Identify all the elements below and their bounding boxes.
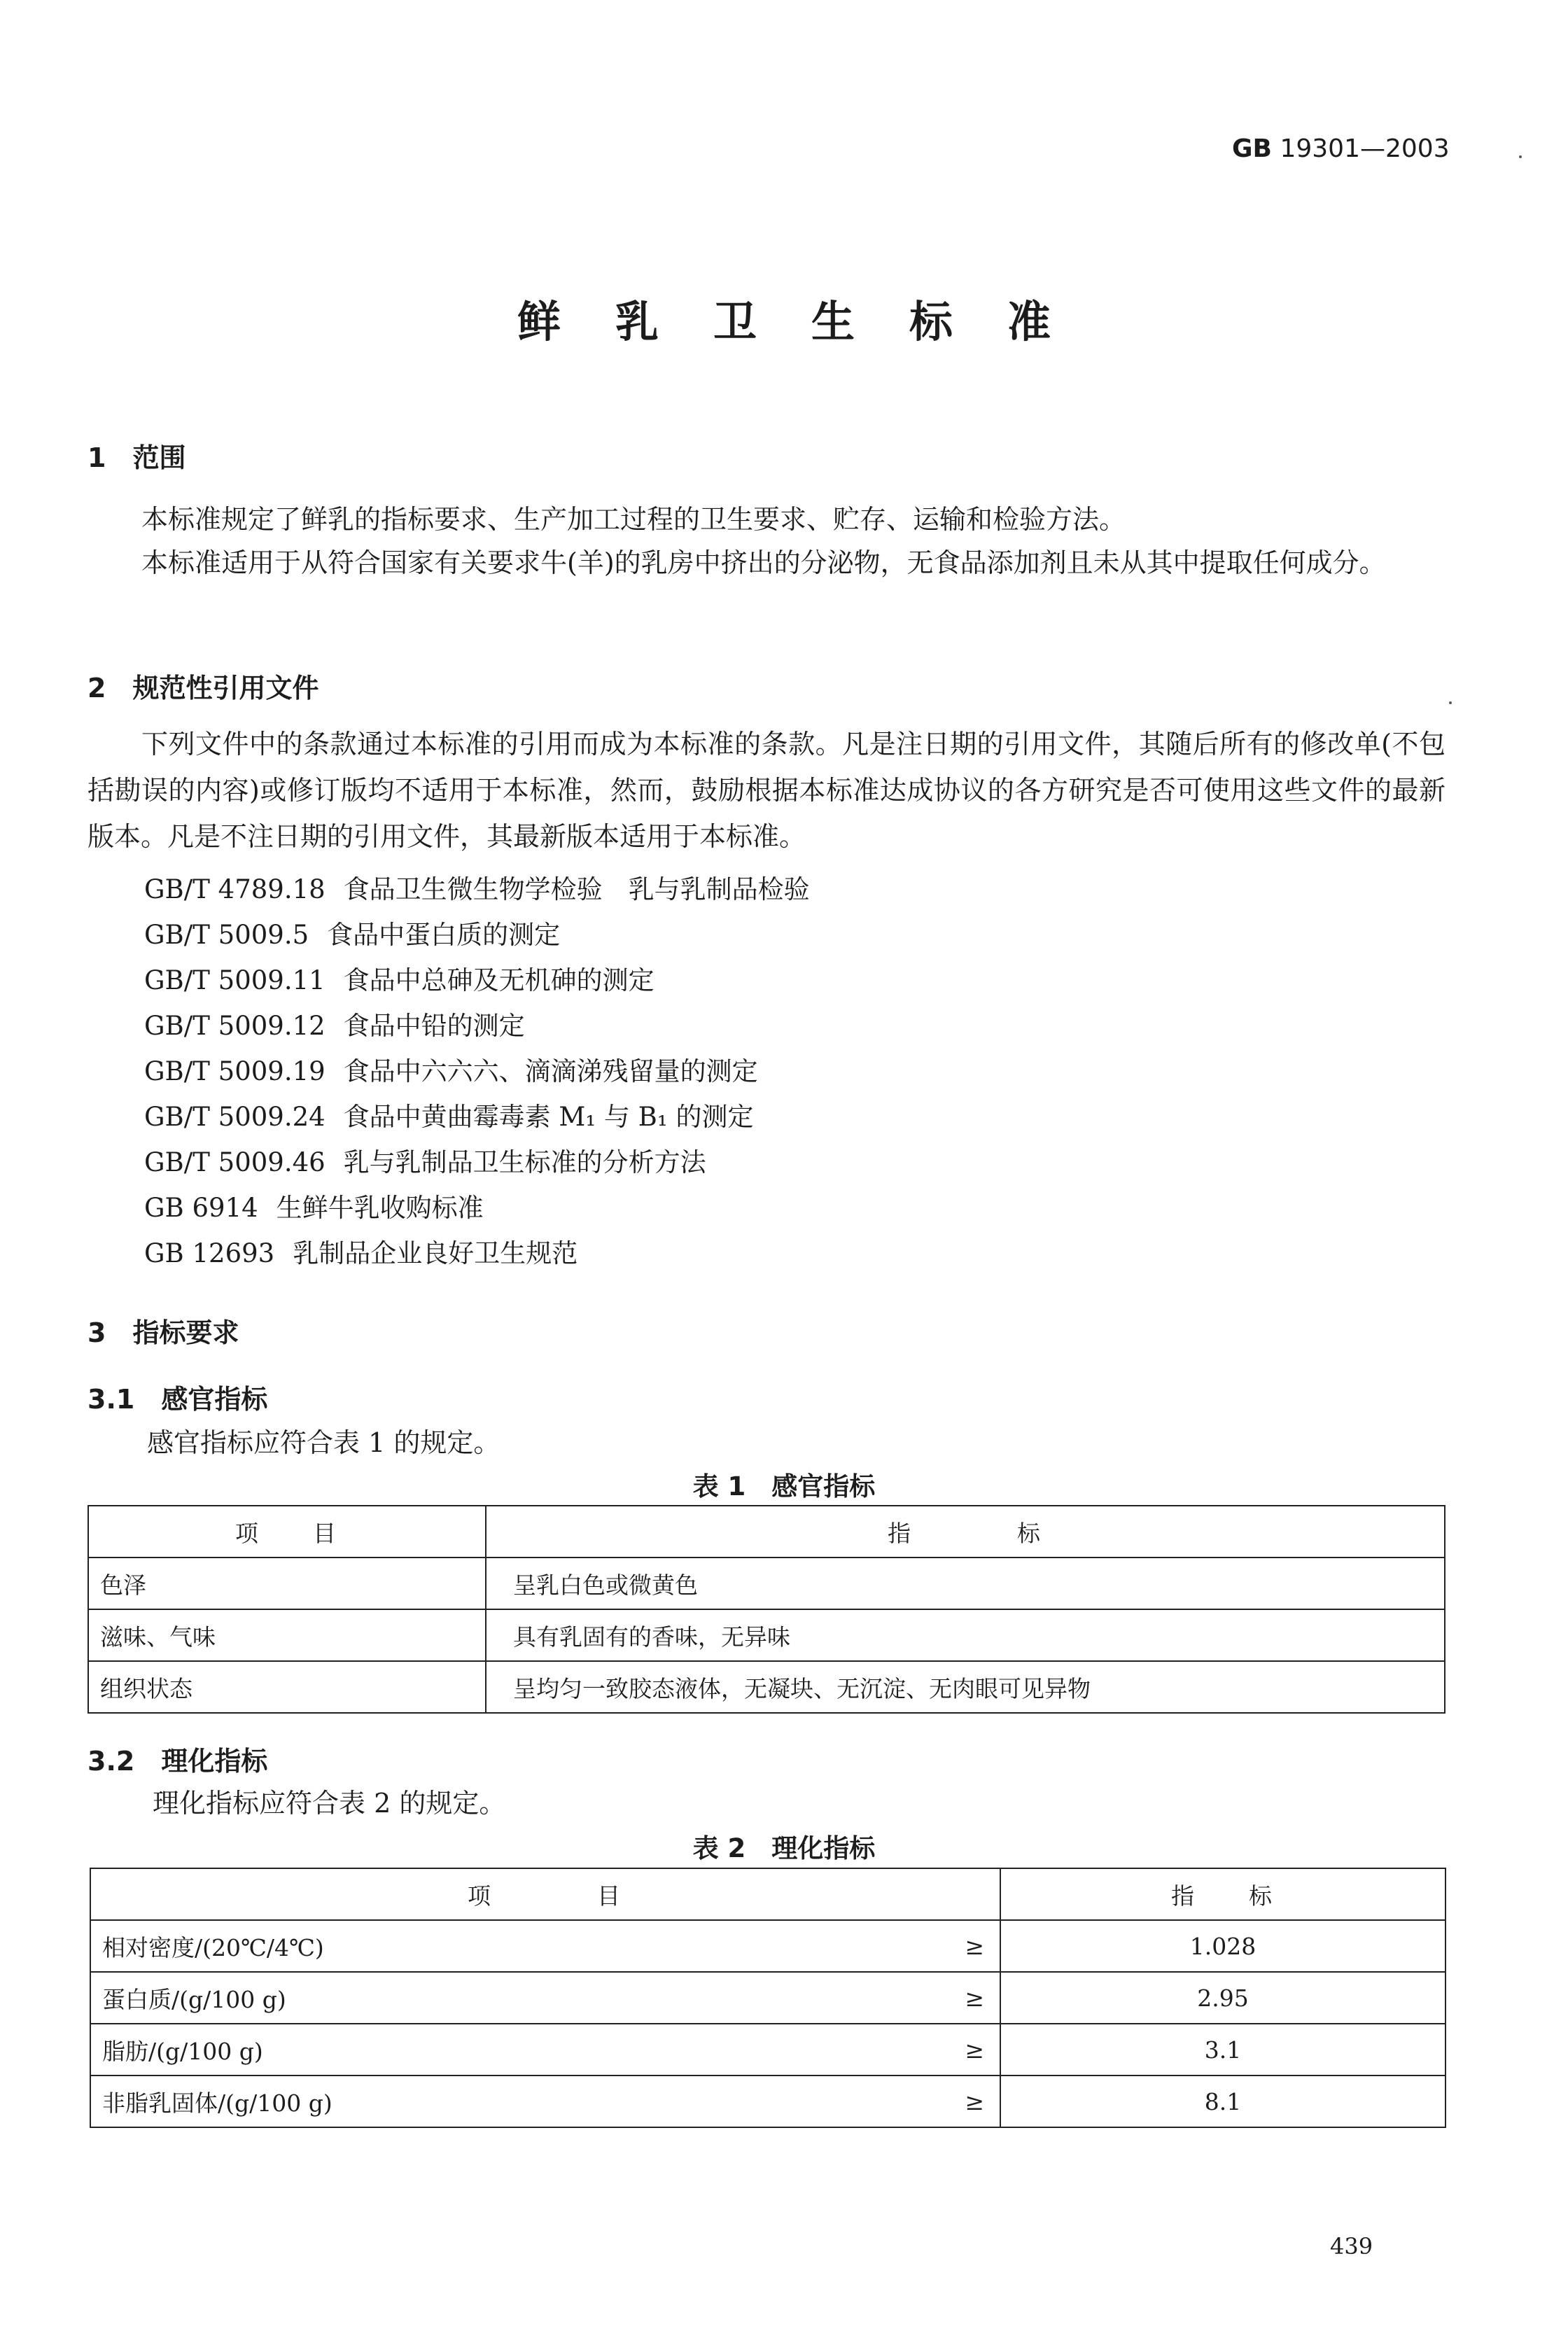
table-row bbox=[88, 1609, 1445, 1661]
section-3-1-text: 感官指标应符合表 1 的规定。 bbox=[147, 1427, 500, 1458]
table-1-value-cell: 呈乳白色或微黄色 bbox=[486, 1558, 1445, 1609]
table-header-row bbox=[88, 1506, 1445, 1558]
table-1-item-cell: 组织状态 bbox=[88, 1661, 486, 1713]
section-3-1-heading: 3.1 感官指标 bbox=[88, 1384, 268, 1415]
table-2-caption: 表 2 理化指标 bbox=[692, 1833, 876, 1863]
table-1-col-index: 指 标 bbox=[486, 1506, 1445, 1558]
table-2-item-cell: 蛋白质/(g/100 g) bbox=[90, 1972, 790, 2024]
section-3-heading: 3 指标要求 bbox=[88, 1317, 239, 1348]
reference-item bbox=[144, 1141, 706, 1179]
reference-item bbox=[144, 1050, 758, 1088]
reference-title: 食品中蛋白质的测定 bbox=[327, 920, 561, 950]
reference-title: 生鲜牛乳收购标准 bbox=[276, 1193, 484, 1223]
table-2-item-cell: 非脂乳固体/(g/100 g) bbox=[90, 2076, 790, 2127]
reference-title: 食品中六六六、滴滴涕残留量的测定 bbox=[343, 1056, 758, 1086]
reference-item bbox=[144, 868, 810, 906]
reference-title: 食品中总砷及无机砷的测定 bbox=[343, 965, 654, 995]
reference-code: GB/T 5009.5 bbox=[144, 920, 309, 950]
reference-code: GB/T 4789.18 bbox=[144, 874, 326, 904]
reference-code: GB/T 5009.46 bbox=[144, 1147, 326, 1177]
table-row bbox=[90, 2076, 1446, 2127]
table-1-caption: 表 1 感官指标 bbox=[692, 1471, 876, 1502]
reference-title: 食品中铅的测定 bbox=[343, 1011, 525, 1041]
table-row bbox=[90, 1920, 1446, 1972]
page-number: 439 bbox=[1330, 2233, 1373, 2260]
reference-title: 食品中黄曲霉毒素 M₁ 与 B₁ 的测定 bbox=[343, 1102, 754, 1132]
reference-item bbox=[144, 1004, 525, 1042]
section-3-2-heading: 3.2 理化指标 bbox=[88, 1746, 268, 1777]
scan-speck bbox=[1519, 155, 1522, 158]
standard-number: 19301—2003 bbox=[1280, 134, 1450, 163]
table-2-col-index: 指 标 bbox=[1000, 1868, 1446, 1920]
table-2-col-item: 项 目 bbox=[90, 1868, 1000, 1920]
reference-title: 食品卫生微生物学检验 乳与乳制品检验 bbox=[343, 874, 810, 904]
table-2-value-cell: 1.028 bbox=[1000, 1920, 1446, 1972]
section-3-2-text: 理化指标应符合表 2 的规定。 bbox=[153, 1788, 506, 1819]
document-title: 鲜乳卫生标准 bbox=[517, 296, 1105, 347]
table-2-symbol-cell: ≥ bbox=[790, 2076, 1000, 2127]
scan-speck bbox=[1449, 701, 1452, 704]
section-2-paragraph: 下列文件中的条款通过本标准的引用而成为本标准的条款。凡是注日期的引用文件，其随后所有的修改单(不包括勘误的内容)或修订版均不适用于本标准，然而，鼓励根据本标准达成协议的各方研究是否可使用这些文件的最新版本。凡是不注日期的引用文件，其最新版本适用于本标准。 bbox=[88, 729, 1446, 852]
table-1-item-cell: 滋味、气味 bbox=[88, 1609, 486, 1661]
reference-item bbox=[144, 1096, 753, 1133]
table-1-value-cell: 呈均匀一致胶态液体，无凝块、无沉淀、无肉眼可见异物 bbox=[486, 1661, 1445, 1713]
table-2-symbol-cell: ≥ bbox=[790, 1972, 1000, 2024]
table-2-value-cell: 3.1 bbox=[1000, 2024, 1446, 2076]
table-2-symbol-cell: ≥ bbox=[790, 1920, 1000, 1972]
table-2-value-cell: 2.95 bbox=[1000, 1972, 1446, 2024]
section-1-paragraph-2: 本标准适用于从符合国家有关要求牛(羊)的乳房中挤出的分泌物，无食品添加剂且未从其中提取任何成分。 bbox=[141, 547, 1386, 578]
table-header-row bbox=[90, 1868, 1446, 1920]
section-1-heading: 1 范围 bbox=[88, 442, 186, 473]
reference-item bbox=[144, 913, 560, 951]
table-2-symbol-cell: ≥ bbox=[790, 2024, 1000, 2076]
table-row bbox=[88, 1661, 1445, 1713]
reference-item bbox=[144, 1186, 484, 1224]
reference-code: GB/T 5009.24 bbox=[144, 1102, 326, 1132]
standard-code bbox=[1232, 134, 1450, 163]
table-2-physicochemical bbox=[90, 1868, 1446, 2128]
table-1-value-cell: 具有乳固有的香味，无异味 bbox=[486, 1609, 1445, 1661]
reference-code: GB 12693 bbox=[144, 1238, 275, 1268]
section-1-paragraph-1: 本标准规定了鲜乳的指标要求、生产加工过程的卫生要求、贮存、运输和检验方法。 bbox=[141, 504, 1126, 535]
reference-code: GB/T 5009.11 bbox=[144, 965, 326, 995]
table-2-item-cell: 相对密度/(20℃/4℃) bbox=[90, 1920, 790, 1972]
reference-item bbox=[144, 1232, 578, 1270]
reference-title: 乳制品企业良好卫生规范 bbox=[293, 1238, 578, 1268]
table-1-item-cell: 色泽 bbox=[88, 1558, 486, 1609]
reference-title: 乳与乳制品卫生标准的分析方法 bbox=[343, 1147, 706, 1177]
reference-code: GB/T 5009.12 bbox=[144, 1011, 326, 1041]
reference-code: GB 6914 bbox=[144, 1193, 258, 1223]
table-2-value-cell: 8.1 bbox=[1000, 2076, 1446, 2127]
standard-prefix: GB bbox=[1232, 134, 1272, 163]
table-1-col-item: 项 目 bbox=[88, 1506, 486, 1558]
table-row bbox=[90, 1972, 1446, 2024]
table-2-item-cell: 脂肪/(g/100 g) bbox=[90, 2024, 790, 2076]
table-row bbox=[90, 2024, 1446, 2076]
section-2-heading: 2 规范性引用文件 bbox=[88, 673, 319, 704]
reference-item bbox=[144, 959, 654, 997]
table-1-sensory bbox=[88, 1505, 1446, 1714]
reference-code: GB/T 5009.19 bbox=[144, 1056, 326, 1086]
table-row bbox=[88, 1558, 1445, 1609]
